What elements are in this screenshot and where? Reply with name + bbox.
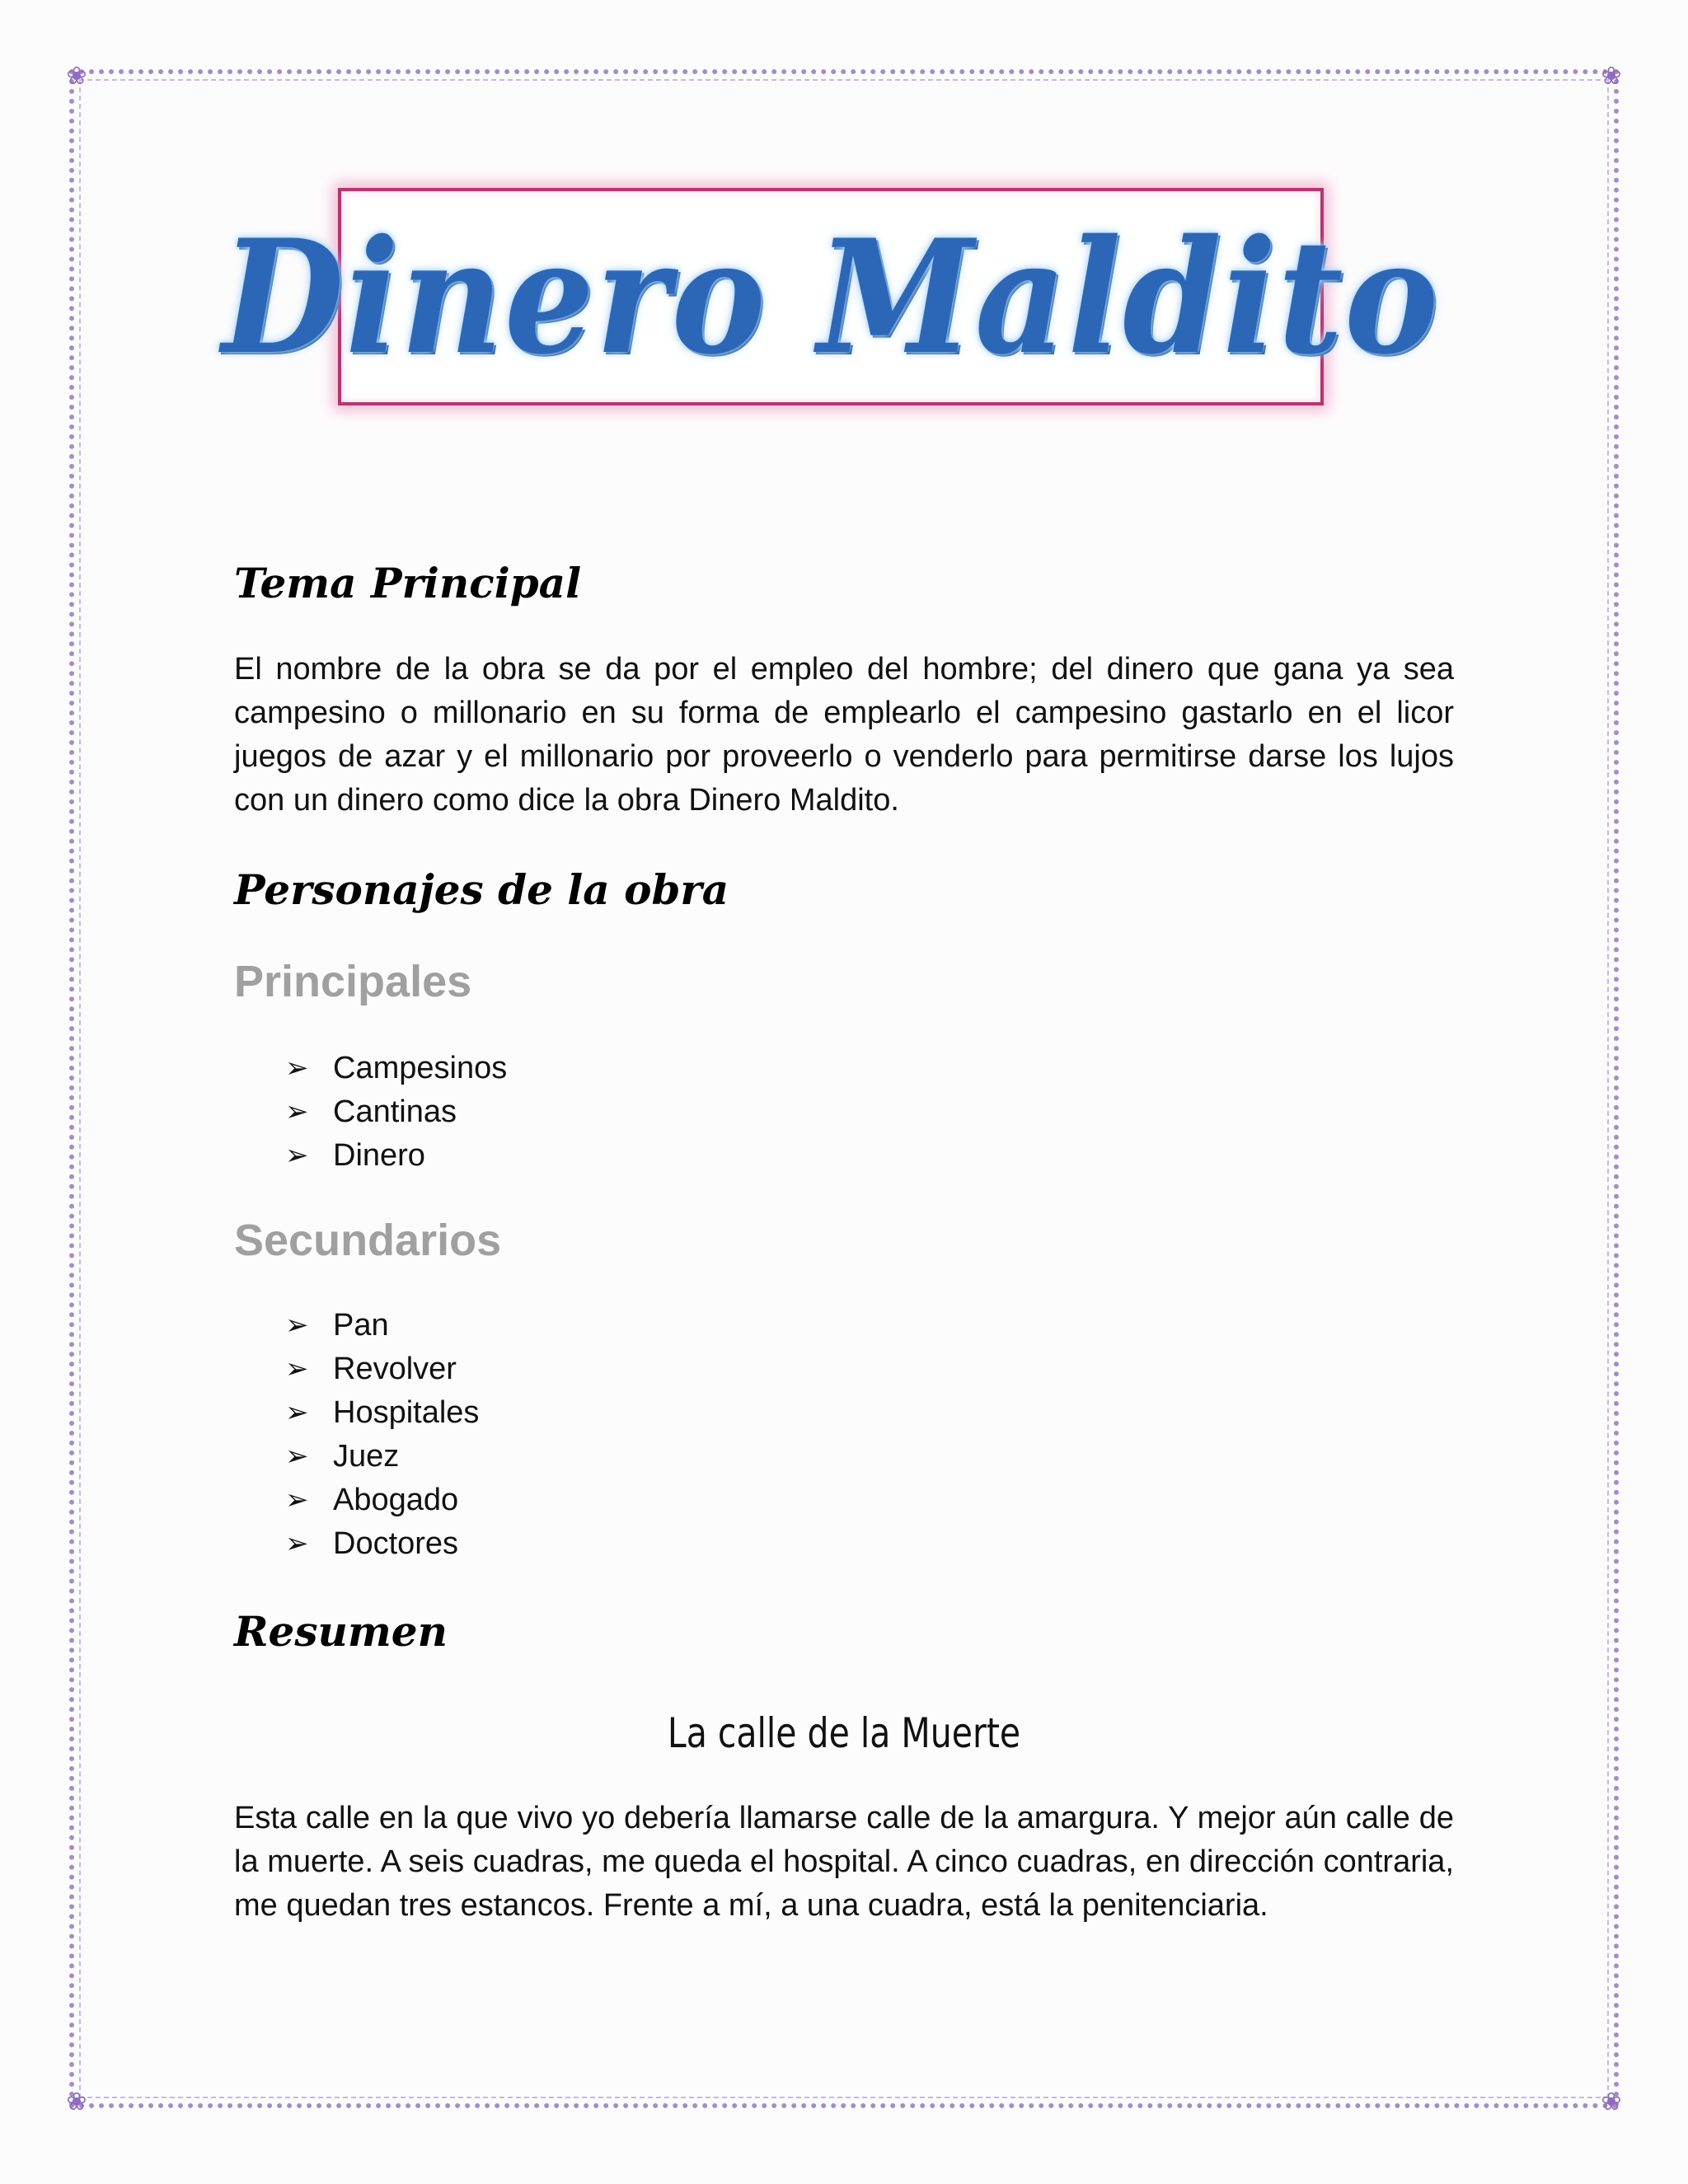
- list-item: ➢ Dinero: [285, 1134, 507, 1178]
- arrow-bullet-icon: ➢: [285, 1483, 309, 1516]
- flower-corner-icon: ❀: [1601, 2088, 1622, 2116]
- list-item: ➢ Abogado: [285, 1479, 479, 1522]
- principales-list: [285, 1047, 507, 1178]
- story-title: La calle de la Muerte: [667, 1709, 1021, 1757]
- list-item: ➢ Pan: [285, 1304, 479, 1347]
- list-item: ➢ Hospitales: [285, 1391, 479, 1435]
- list-item: ➢ Revolver: [285, 1347, 479, 1391]
- secundarios-list: [285, 1304, 479, 1566]
- arrow-bullet-icon: ➢: [285, 1352, 309, 1385]
- resumen-paragraph: Esta calle en la que vivo yo debería llamarse calle de la amargura. Y mejor aún calle de la muerte. A seis cuadras, me queda el hospital. A cinco cuadras, en dirección contraria, me quedan tres estancos. Frente a mí, a una cuadra, está la penitenciaria.: [234, 1801, 1454, 1923]
- arrow-bullet-icon: ➢: [285, 1309, 309, 1342]
- resumen-heading: Resumen: [234, 1607, 448, 1656]
- tema-heading: Tema Principal: [234, 559, 582, 607]
- document-title: Dinero Maldito: [222, 204, 1440, 389]
- secundarios-heading: Secundarios: [234, 1216, 502, 1265]
- arrow-bullet-icon: ➢: [285, 1139, 309, 1172]
- list-item: ➢ Campesinos: [285, 1047, 507, 1090]
- personajes-heading: Personajes de la obra: [234, 865, 729, 914]
- arrow-bullet-icon: ➢: [285, 1052, 309, 1085]
- title-banner: [222, 188, 1440, 405]
- flower-corner-icon: ❀: [66, 2088, 87, 2116]
- arrow-bullet-icon: ➢: [285, 1095, 309, 1128]
- flower-corner-icon: ❀: [1601, 62, 1622, 91]
- tema-paragraph: El nombre de la obra se da por el empleo del hombre; del dinero que gana ya sea campesino o millonario en su forma de emplearlo el campesino gastarlo en el licor juegos de azar y el millonario por proveerlo o venderlo para permitirse darse los lujos con un dinero como dice la obra Dinero Maldito.: [234, 652, 1454, 818]
- arrow-bullet-icon: ➢: [285, 1527, 309, 1560]
- arrow-bullet-icon: ➢: [285, 1440, 309, 1473]
- list-item: ➢ Cantinas: [285, 1090, 507, 1134]
- arrow-bullet-icon: ➢: [285, 1396, 309, 1429]
- flower-corner-icon: ❀: [66, 62, 87, 91]
- list-item: ➢ Doctores: [285, 1522, 479, 1566]
- list-item: ➢ Juez: [285, 1435, 479, 1479]
- principales-heading: Principales: [234, 957, 472, 1006]
